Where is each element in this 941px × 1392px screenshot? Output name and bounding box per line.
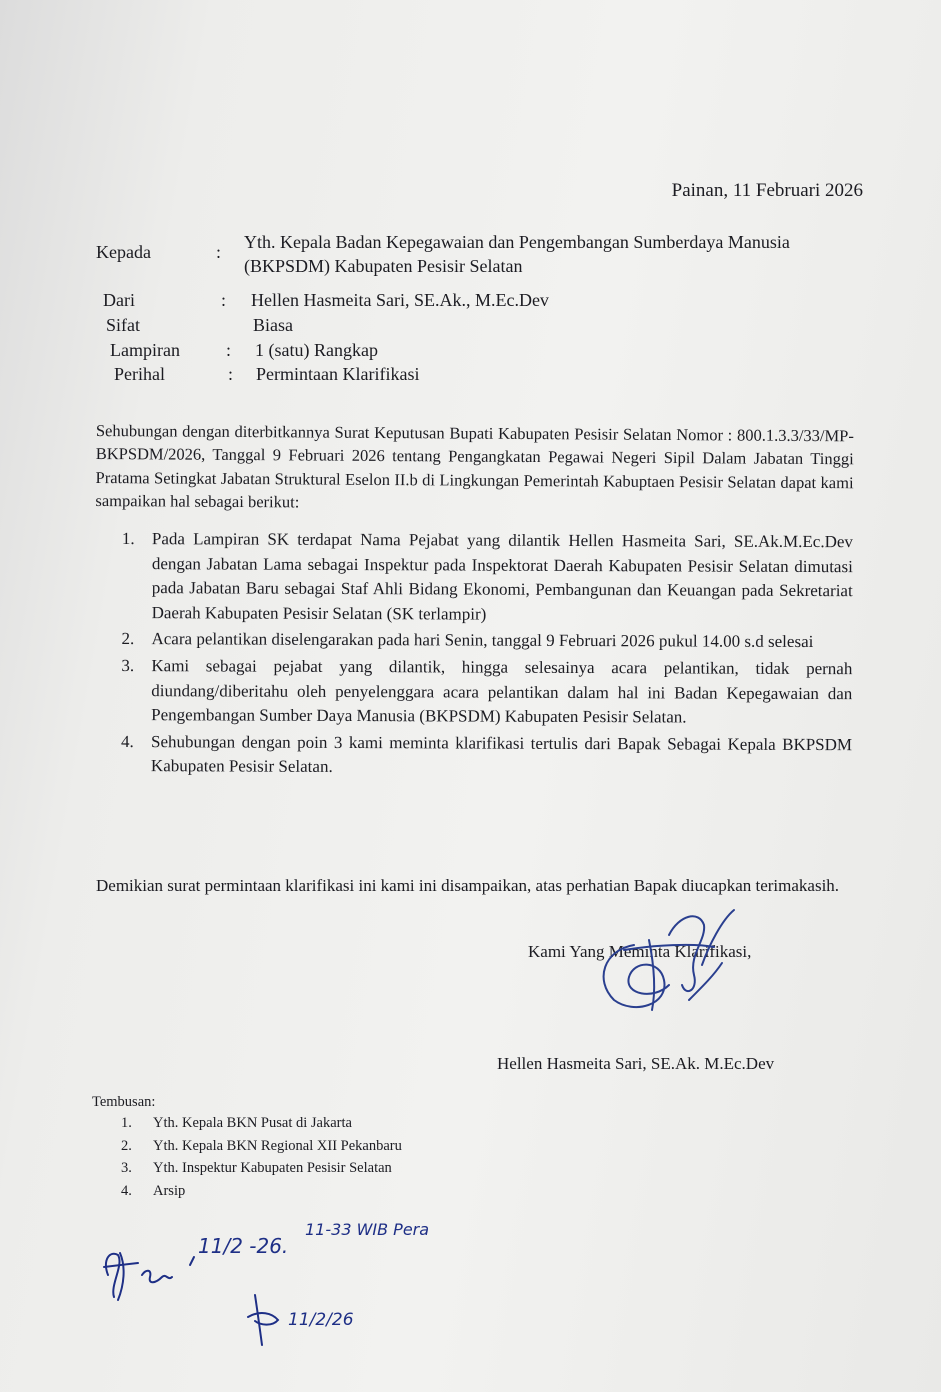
- lampiran-colon: :: [226, 340, 232, 360]
- kepada-colon: :: [216, 242, 222, 262]
- cc-text: Yth. Kepala BKN Regional XII Pekanbaru: [153, 1137, 402, 1154]
- lampiran-label: Lampiran: [110, 340, 180, 360]
- perihal-colon: :: [228, 364, 234, 384]
- handwritten-note-initial-date: 11/2/26: [288, 1310, 354, 1330]
- cc-number: 1.: [121, 1115, 132, 1131]
- cc-number: 2.: [121, 1137, 132, 1154]
- list-item: [121, 1112, 402, 1135]
- cc-text: Yth. Kepala BKN Pusat di Jakarta: [153, 1115, 352, 1131]
- point-text: Kami sebagai pejabat yang dilantik, hingga selesainya acara pelantikan, tidak pernah diundang/diberitahu oleh penyelenggara acara pelantikan dalam hal ini Badan Kepegawaian dan Pengembangan Sumber Daya Manusia (BKPSDM) Kabupaten Pesisir Selatan.: [151, 656, 853, 727]
- sifat-label: Sifat: [106, 315, 140, 335]
- list-item: [117, 654, 852, 731]
- handwritten-note-date: 11/2 -26.: [198, 1234, 289, 1258]
- handwritten-receipt-notes: [90, 1205, 490, 1355]
- dari-label: Dari: [103, 290, 135, 310]
- list-item: [117, 730, 852, 782]
- cc-number: 3.: [121, 1160, 132, 1176]
- point-number: 2.: [121, 629, 135, 649]
- points-list: [117, 527, 853, 784]
- tembusan-list: [121, 1112, 402, 1202]
- handwritten-note-time: 11-33 WIB Pera: [305, 1220, 430, 1239]
- intro-paragraph: Sehubungan dengan diterbitkannya Surat Keputusan Bupati Kabupaten Pesisir Selatan Nomor : 800.1.3.3/33/MP-BKPSDM/2026, Tanggal 9 Februari 2026 tentang Pengangkatan Pegawai Negeri Sipil Dalam Jabatan Tinggi Pratama Setingkat Jabatan Struktural Eselon II.b di Lingkungan Pemerintah Kabuptaen Pesisir Selatan dapat kami sampaikan hal sebagai berikut:: [95, 420, 854, 512]
- letter-date: Painan, 11 Februari 2026: [671, 180, 863, 201]
- point-number: 1.: [121, 529, 135, 549]
- list-item: [117, 627, 852, 655]
- tembusan-label: Tembusan:: [92, 1094, 156, 1110]
- point-text: Pada Lampiran SK terdapat Nama Pejabat yang dilantik Hellen Hasmeita Sari, SE.Ak.M.Ec.Dev dengan Jabatan Lama sebagai Inspektur pada Inspektorat Daerah Kabupaten Pesisir Selatan dimutasi pada Jabatan Baru sebagai Staf Ahli Bidang Ekonomi, Pembangunan dan Keuangan pada Sekretariat Daerah Kabupaten Pesisir Selatan (SK terlampir): [151, 529, 853, 624]
- kepada-value: Yth. Kepala Badan Kepegawaian dan Pengembangan Sumberdaya Manusia (BKPSDM) Kabupaten Pesisir Selatan: [244, 232, 790, 277]
- signature-title: Kami Yang Meminta Klarifikasi,: [528, 942, 752, 961]
- perihal-label: Perihal: [114, 364, 165, 384]
- dari-colon: :: [221, 290, 227, 310]
- cc-text: Yth. Inspektur Kabupaten Pesisir Selatan: [153, 1160, 392, 1176]
- perihal-value: Permintaan Klarifikasi: [256, 364, 420, 384]
- point-number: 3.: [121, 655, 135, 676]
- point-text: Sehubungan dengan poin 3 kami meminta klarifikasi tertulis dari Bapak Sebagai Kepala BKPSDM Kabupaten Pesisir Selatan.: [150, 731, 853, 777]
- cc-text: Arsip: [153, 1182, 186, 1199]
- closing-paragraph: Demikian surat permintaan klarifikasi ini kami ini disampaikan, atas perhatian Bapak diucapkan terimakasih.: [96, 876, 840, 895]
- list-item: [121, 1135, 402, 1158]
- kepada-label: Kepada: [96, 242, 151, 262]
- list-item: [118, 527, 853, 629]
- point-text: Acara pelantikan diselengarakan pada hari Senin, tanggal 9 Februari 2026 pukul 14.00 s.d selesai: [151, 629, 814, 652]
- sifat-value: Biasa: [253, 315, 293, 335]
- list-item: [121, 1180, 402, 1203]
- point-number: 4.: [121, 731, 134, 751]
- dari-value: Hellen Hasmeita Sari, SE.Ak., M.Ec.Dev: [251, 290, 549, 310]
- list-item: [121, 1157, 402, 1180]
- cc-number: 4.: [121, 1182, 132, 1199]
- handwritten-signature: [594, 905, 744, 1025]
- lampiran-value: 1 (satu) Rangkap: [255, 340, 378, 360]
- signature-name: Hellen Hasmeita Sari, SE.Ak. M.Ec.Dev: [497, 1054, 775, 1073]
